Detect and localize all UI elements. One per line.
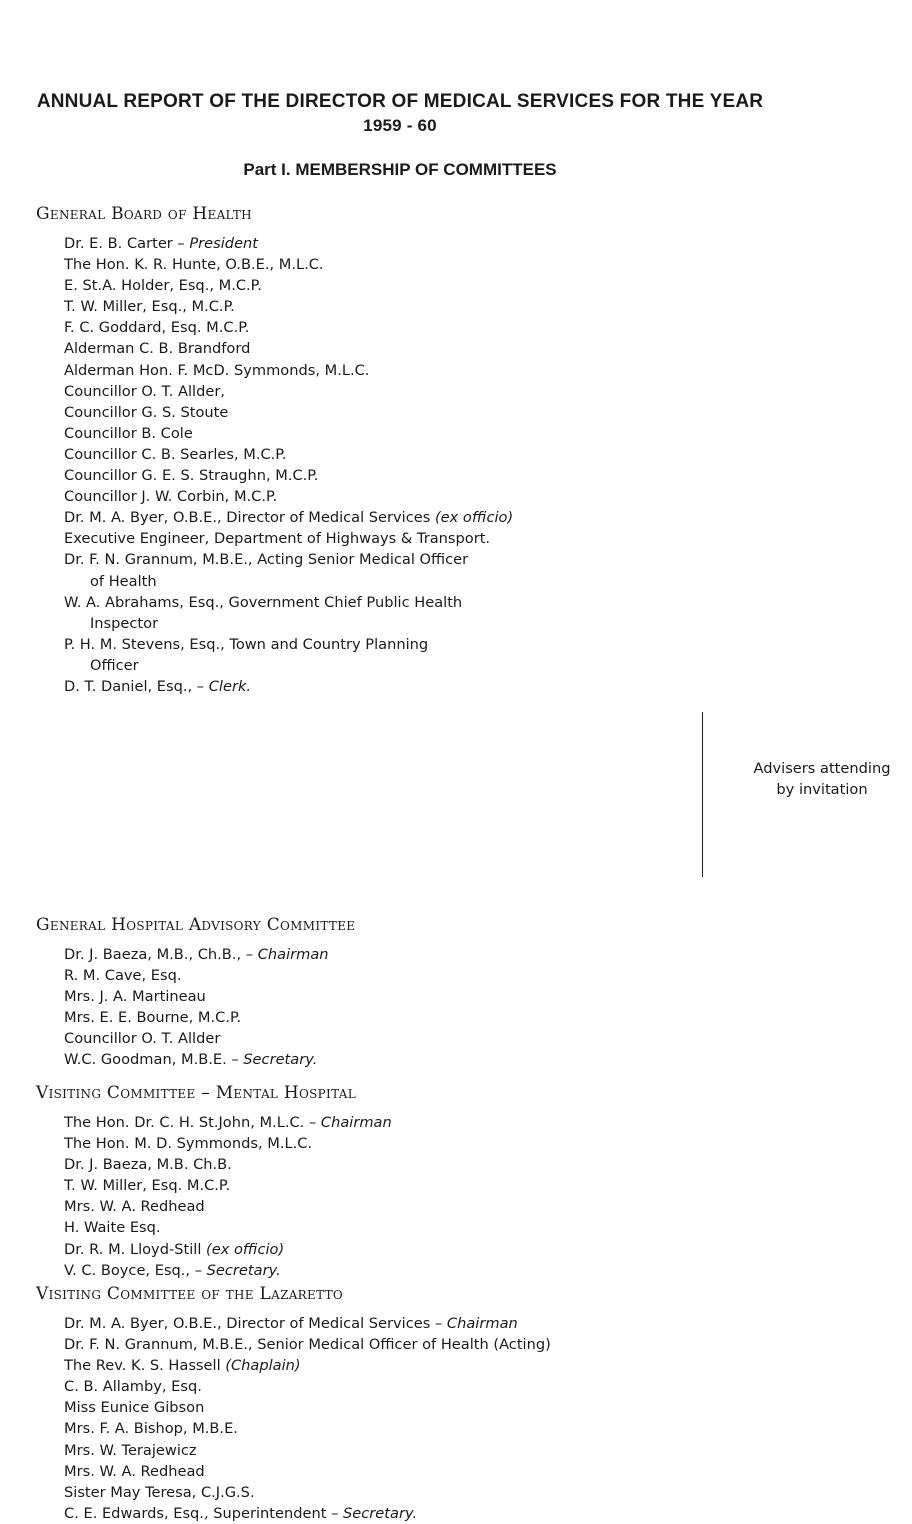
- member-line: [64, 233, 513, 254]
- section-lazaretto: [36, 1283, 551, 1524]
- member-line: [64, 634, 513, 655]
- member-name: The Hon. K. R. Hunte, O.B.E., M.L.C.: [64, 256, 324, 274]
- member-line: [64, 1112, 392, 1133]
- member-name: W. A. Abrahams, Esq., Government Chief Public Health: [64, 593, 463, 611]
- member-name: Councillor J. W. Corbin, M.C.P.: [64, 488, 278, 506]
- section-mental-hospital: [36, 1082, 392, 1281]
- member-name: Mrs. W. A. Redhead: [64, 1198, 205, 1216]
- member-line: [64, 1418, 551, 1439]
- member-line: [64, 1260, 392, 1281]
- member-line: [64, 944, 355, 965]
- member-name: Mrs. W. Terajewicz: [64, 1441, 197, 1459]
- member-name: Councillor G. S. Stoute: [64, 403, 229, 421]
- advisers-bracket: [694, 712, 703, 877]
- part-heading: Part I. MEMBERSHIP OF COMMITTEES: [243, 160, 557, 179]
- member-role: Secretary.: [206, 1261, 281, 1279]
- member-line: [64, 1154, 392, 1175]
- member-line: [64, 1440, 551, 1461]
- member-line: [64, 296, 513, 317]
- member-name: R. M. Cave, Esq.: [64, 967, 182, 985]
- member-name: Dr. M. A. Byer, O.B.E., Director of Medical Services: [64, 509, 435, 527]
- member-name: Mrs. J. A. Martineau: [64, 988, 206, 1006]
- member-name: Dr. E. B. Carter –: [64, 235, 190, 252]
- report-title-text: ANNUAL REPORT OF THE DIRECTOR OF MEDICAL SERVICES FOR THE YEAR: [36, 91, 764, 112]
- member-list: [64, 1112, 392, 1281]
- member-line: [64, 1133, 392, 1154]
- member-line: [64, 592, 513, 613]
- member-line: [64, 507, 513, 528]
- member-line: [64, 1175, 392, 1196]
- member-name: W.C. Goodman, M.B.E. –: [64, 1051, 244, 1069]
- member-name: F. C. Goddard, Esq. M.C.P.: [64, 319, 250, 337]
- member-role: Chairman: [257, 946, 329, 963]
- member-line: [64, 1239, 392, 1260]
- member-name: Dr. F. N. Grannum, M.B.E., Senior Medical Officer of Health (Acting): [64, 1336, 551, 1354]
- member-list: [64, 944, 355, 1071]
- member-name: The Hon. Dr. C. H. St.John, M.L.C. –: [64, 1114, 321, 1131]
- member-line: [64, 1334, 551, 1355]
- member-role: (Chaplain): [225, 1357, 301, 1375]
- section-general-board: [36, 203, 513, 697]
- member-line: [64, 1355, 551, 1376]
- section-heading: Visiting Committee – Mental Hospital: [36, 1083, 356, 1103]
- advisers-note-line1: Advisers attending: [753, 760, 891, 777]
- member-line: [64, 986, 355, 1007]
- member-line: [64, 1503, 551, 1524]
- member-name: Councillor C. B. Searles, M.C.P.: [64, 445, 287, 463]
- member-name: Dr. M. A. Byer, O.B.E., Director of Medical Services –: [64, 1315, 447, 1332]
- member-name: Mrs. E. E. Bourne, M.C.P.: [64, 1009, 242, 1027]
- member-name: The Rev. K. S. Hassell: [64, 1357, 226, 1375]
- clerk-line: [64, 676, 513, 697]
- member-name: C. B. Allamby, Esq.: [64, 1378, 202, 1396]
- member-line: [64, 613, 513, 634]
- member-name: Dr. J. Baeza, M.B. Ch.B.: [64, 1156, 232, 1174]
- member-line: [64, 317, 513, 338]
- member-name: Executive Engineer, Department of Highways & Transport.: [64, 530, 491, 548]
- member-line: [64, 360, 513, 381]
- member-name: Councillor B. Cole: [64, 424, 193, 442]
- member-name: V. C. Boyce, Esq., –: [64, 1261, 207, 1279]
- member-name: Councillor G. E. S. Straughn, M.C.P.: [64, 467, 319, 485]
- member-name: Officer: [90, 656, 139, 674]
- member-role: (ex officio): [206, 1240, 285, 1258]
- member-line: [64, 338, 513, 359]
- member-name: Dr. J. Baeza, M.B., Ch.B., –: [64, 946, 258, 963]
- member-line: [64, 402, 513, 423]
- member-role: President: [189, 235, 259, 252]
- member-line: [64, 571, 513, 592]
- member-name: Dr. R. M. Lloyd-Still: [64, 1240, 207, 1258]
- member-name: Miss Eunice Gibson: [64, 1399, 205, 1417]
- member-line: [64, 1049, 355, 1070]
- member-name: E. St.A. Holder, Esq., M.C.P.: [64, 277, 262, 295]
- member-name: C. E. Edwards, Esq., Superintendent –: [64, 1504, 344, 1522]
- section-heading: Visiting Committee of the Lazaretto: [36, 1284, 344, 1304]
- member-name: of Health: [90, 572, 157, 590]
- member-line: [64, 1376, 551, 1397]
- member-name: Councillor O. T. Allder: [64, 1030, 221, 1048]
- section-hospital-committee: [36, 914, 355, 1071]
- section-heading: General Hospital Advisory Committee: [36, 915, 356, 935]
- member-name: The Hon. M. D. Symmonds, M.L.C.: [64, 1135, 313, 1153]
- member-line: [64, 1196, 392, 1217]
- member-line: [64, 486, 513, 507]
- member-line: [64, 423, 513, 444]
- member-role: Chairman: [320, 1114, 392, 1131]
- member-name: Dr. F. N. Grannum, M.B.E., Acting Senior Medical Officer: [64, 551, 469, 569]
- member-line: [64, 1007, 355, 1028]
- advisers-note-line2: by invitation: [776, 781, 868, 798]
- member-name: Mrs. F. A. Bishop, M.B.E.: [64, 1420, 238, 1438]
- member-line: [64, 1028, 355, 1049]
- member-line: [64, 549, 513, 570]
- member-role: Secretary.: [243, 1051, 318, 1069]
- member-name: Mrs. W. A. Redhead: [64, 1462, 205, 1480]
- member-line: [64, 254, 513, 275]
- report-title: [0, 90, 800, 138]
- member-role: Chairman: [446, 1315, 518, 1332]
- member-name: Alderman C. B. Brandford: [64, 340, 251, 358]
- member-line: [64, 465, 513, 486]
- member-line: [64, 1217, 392, 1238]
- member-role: (ex officio): [434, 509, 514, 527]
- member-line: [64, 528, 513, 549]
- section-heading: General Board of Health: [36, 204, 252, 224]
- member-line: [64, 965, 355, 986]
- member-name: Sister May Teresa, C.J.G.S.: [64, 1483, 255, 1501]
- member-name: T. W. Miller, Esq., M.C.P.: [64, 298, 235, 316]
- member-role: Secretary.: [343, 1504, 418, 1522]
- member-name: T. W. Miller, Esq. M.C.P.: [64, 1177, 231, 1195]
- member-line: [64, 655, 513, 676]
- member-line: [64, 1461, 551, 1482]
- member-line: [64, 381, 513, 402]
- member-name: Alderman Hon. F. McD. Symmonds, M.L.C.: [64, 361, 370, 379]
- member-role: Clerk.: [208, 677, 252, 695]
- member-line: [64, 275, 513, 296]
- member-name: H. Waite Esq.: [64, 1219, 161, 1237]
- advisers-note: [732, 758, 912, 800]
- member-list: [64, 233, 513, 697]
- member-name: D. T. Daniel, Esq., –: [64, 677, 209, 695]
- member-name: Inspector: [90, 614, 159, 632]
- report-year: 1959 - 60: [363, 116, 437, 135]
- member-line: [64, 444, 513, 465]
- member-list: [64, 1313, 551, 1524]
- member-line: [64, 1397, 551, 1418]
- member-line: [64, 1313, 551, 1334]
- member-name: P. H. M. Stevens, Esq., Town and Country Planning: [64, 635, 429, 653]
- member-name: Councillor O. T. Allder,: [64, 382, 225, 400]
- member-line: [64, 1482, 551, 1503]
